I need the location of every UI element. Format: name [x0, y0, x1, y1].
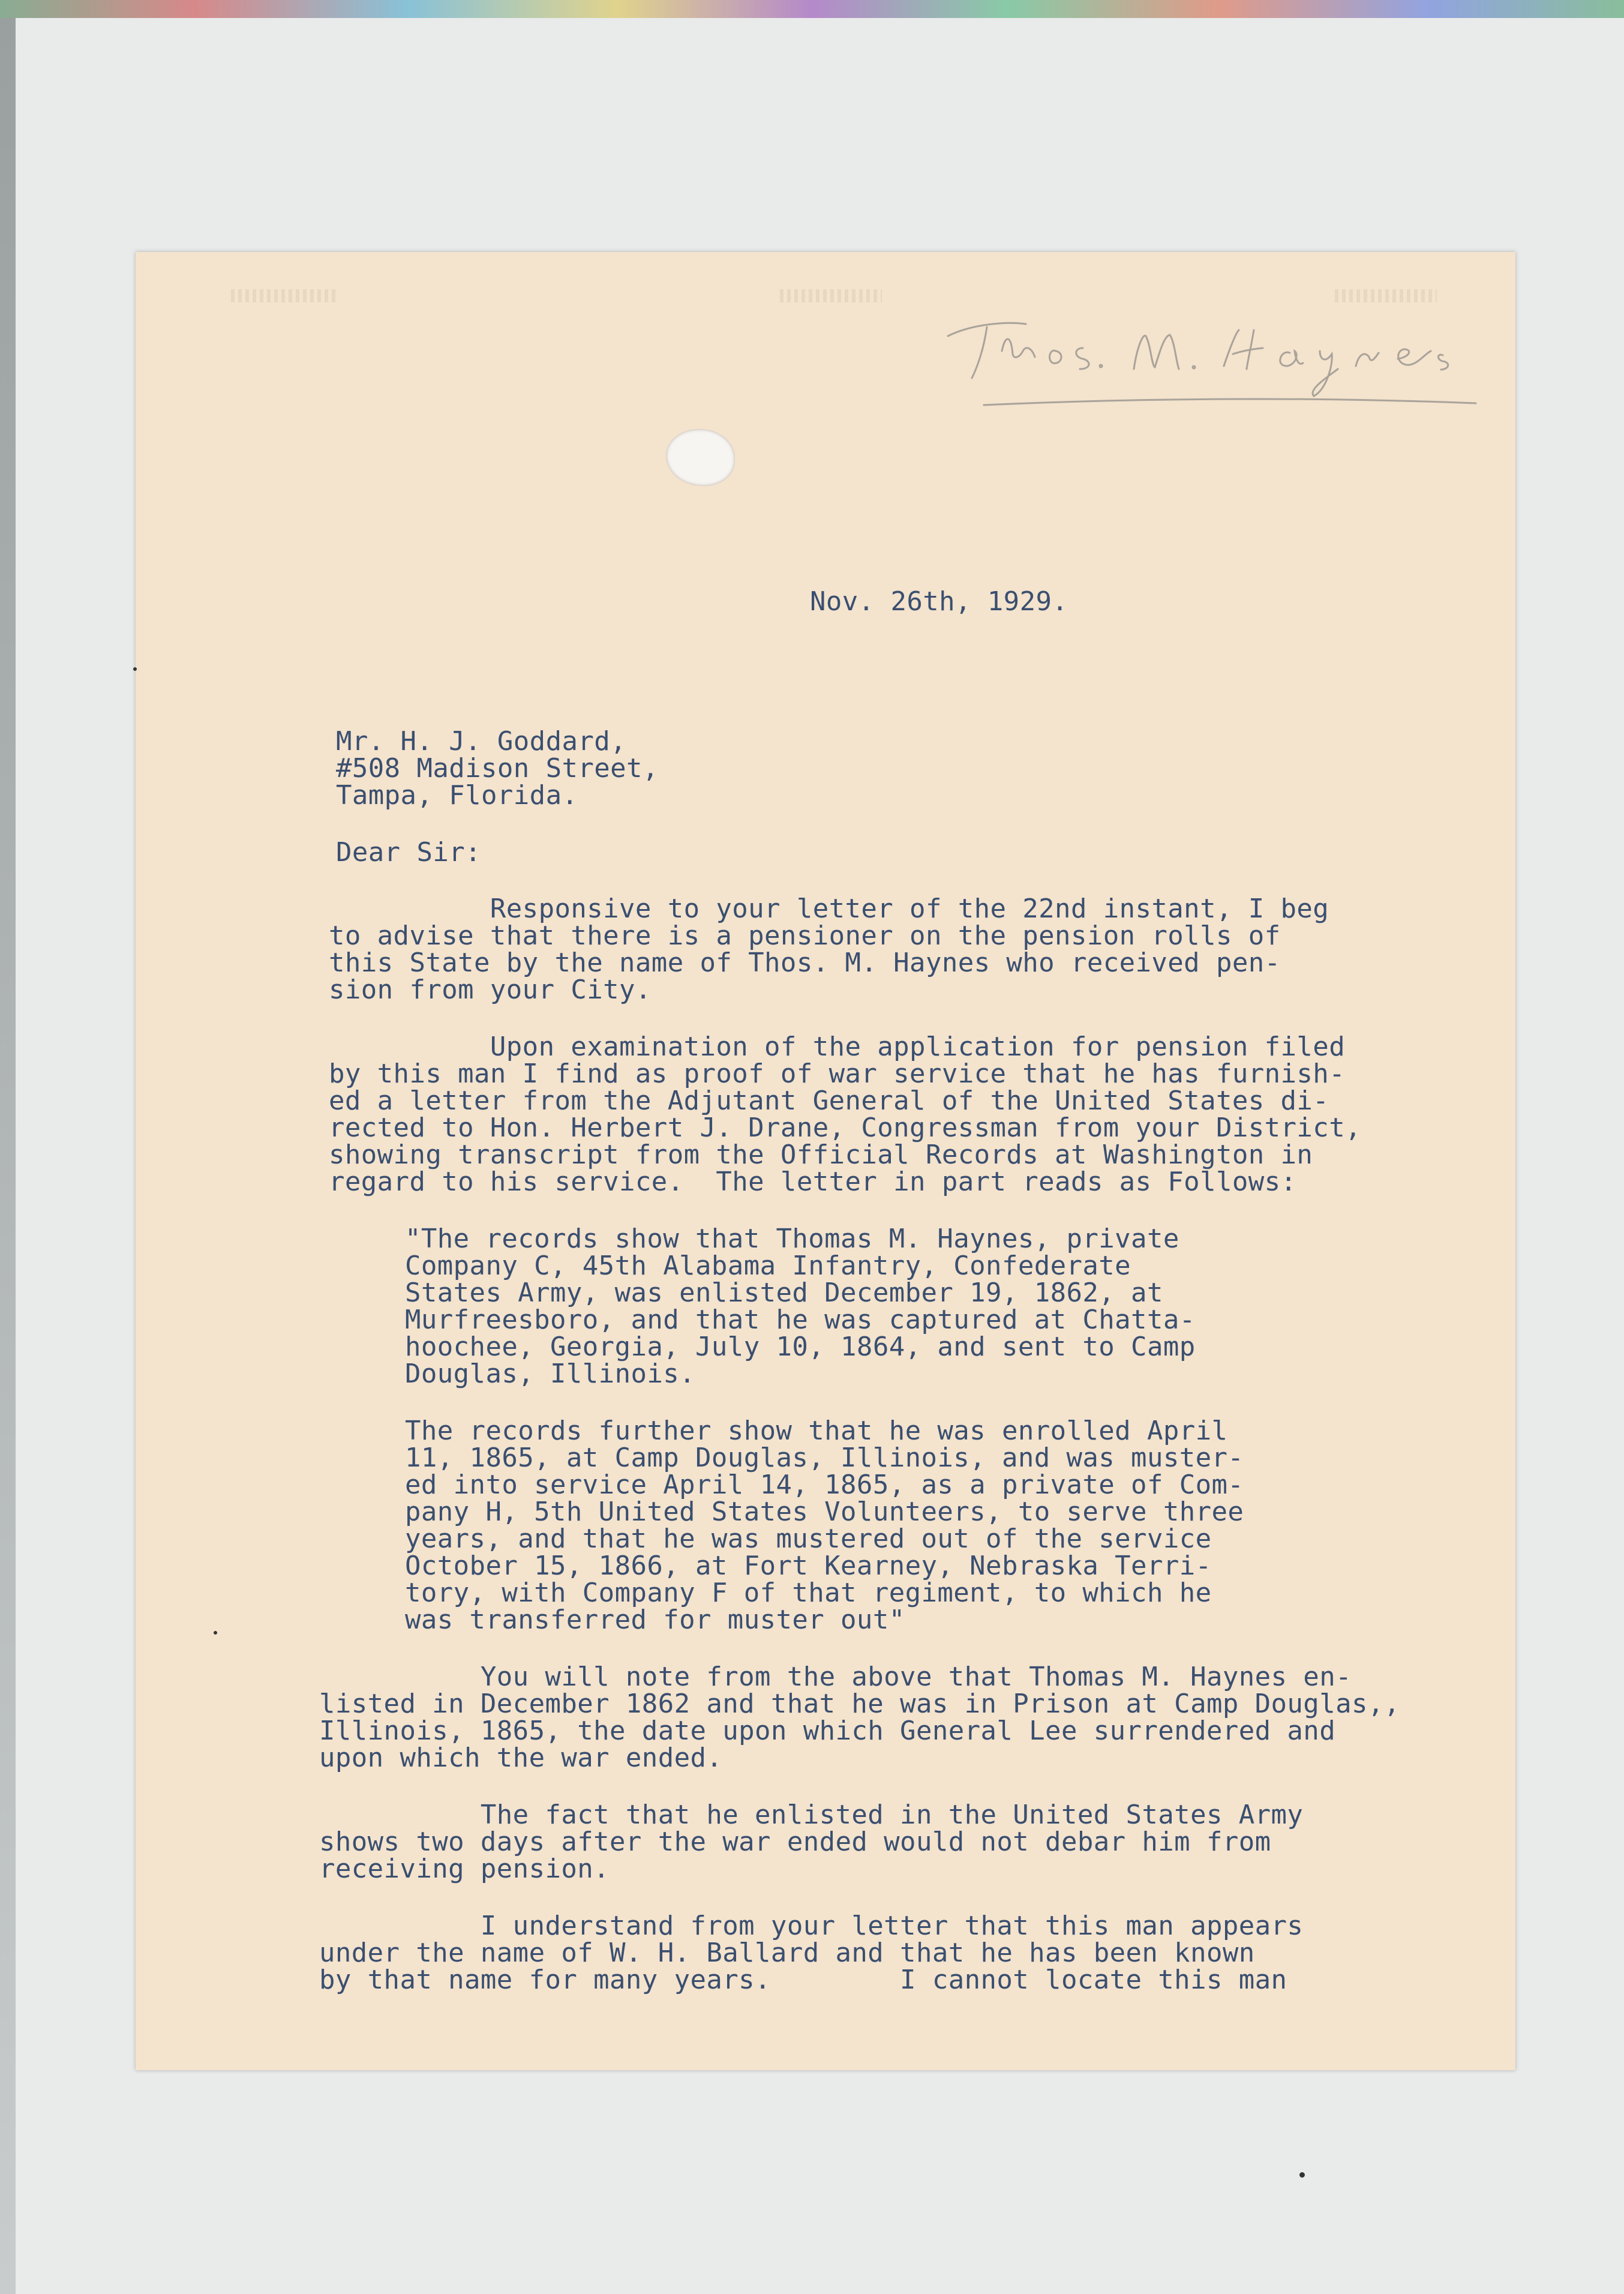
paragraph-4-line: shows two days after the war ended would not debar him from	[319, 1827, 1271, 1857]
quote-1-line: Douglas, Illinois.	[405, 1359, 696, 1389]
recipient-line-2: #508 Madison Street,	[336, 753, 659, 784]
perforation-mark	[231, 289, 339, 302]
paragraph-1-line: to advise that there is a pensioner on the pension rolls of	[329, 920, 1281, 951]
paragraph-3-line: You will note from the above that Thomas M. Haynes en-	[319, 1662, 1352, 1692]
paragraph-2-line: showing transcript from the Official Records at Washington in	[329, 1139, 1313, 1170]
paragraph-3-line: upon which the war ended.	[319, 1743, 723, 1773]
quote-2-line: The records further show that he was enrolled April	[405, 1416, 1228, 1446]
recipient-line-3: Tampa, Florida.	[336, 780, 578, 811]
scan-color-strip	[0, 0, 1624, 18]
quote-1-line: States Army, was enlisted December 19, 1862, at	[405, 1278, 1163, 1308]
paragraph-1-line: Responsive to your letter of the 22nd instant, I beg	[329, 893, 1329, 924]
perforation-mark	[780, 289, 882, 302]
quote-2-line: ed into service April 14, 1865, as a private of Com-	[405, 1470, 1244, 1500]
quote-1-line: Company C, 45th Alabama Infantry, Confederate	[405, 1251, 1131, 1281]
paragraph-5-line: I understand from your letter that this man appears	[319, 1911, 1304, 1941]
quote-1-line: hoochee, Georgia, July 10, 1864, and sent to Camp	[405, 1332, 1196, 1362]
paragraph-5-line: under the name of W. H. Ballard and that he has been known	[319, 1938, 1255, 1968]
paragraph-2-line: ed a letter from the Adjutant General of the United States di-	[329, 1085, 1329, 1116]
quote-2-line: pany H, 5th United States Volunteers, to serve three	[405, 1497, 1244, 1527]
quote-1-line: Murfreesboro, and that he was captured at Chatta-	[405, 1305, 1196, 1335]
scan-speck	[214, 1631, 217, 1635]
paragraph-5-line: by that name for many years. I cannot locate this man	[319, 1965, 1287, 1995]
scan-speck	[133, 667, 137, 671]
scan-speck	[1299, 2172, 1305, 2178]
salutation: Dear Sir:	[336, 837, 482, 868]
recipient-line-1: Mr. H. J. Goddard,	[336, 726, 627, 757]
paragraph-4-line: The fact that he enlisted in the United States Army	[319, 1800, 1304, 1830]
paragraph-1-line: sion from your City.	[329, 974, 652, 1005]
paragraph-3-line: listed in December 1862 and that he was in Prison at Camp Douglas,,	[319, 1689, 1400, 1719]
quote-2-line: tory, with Company F of that regiment, to which he	[405, 1578, 1212, 1608]
quote-2-line: years, and that he was mustered out of the service	[405, 1524, 1212, 1554]
paragraph-4-line: receiving pension.	[319, 1854, 610, 1884]
scan-edge-shadow	[0, 18, 16, 2294]
paragraph-3-line: Illinois, 1865, the date upon which General Lee surrendered and	[319, 1716, 1336, 1746]
letter-date: Nov. 26th, 1929.	[810, 586, 1068, 617]
quote-2-line: was transferred for muster out"	[405, 1605, 905, 1635]
handwritten-signature	[936, 300, 1506, 420]
paragraph-2-line: rected to Hon. Herbert J. Drane, Congressman from your District,	[329, 1112, 1361, 1143]
paragraph-1-line: this State by the name of Thos. M. Haynes who received pen-	[329, 947, 1281, 978]
paragraph-2-line: Upon examination of the application for pension filed	[329, 1031, 1346, 1062]
quote-2-line: 11, 1865, at Camp Douglas, Illinois, and was muster-	[405, 1443, 1244, 1473]
paragraph-2-line: by this man I find as proof of war service that he has furnish-	[329, 1058, 1346, 1089]
paragraph-2-line: regard to his service. The letter in part reads as Follows:	[329, 1167, 1297, 1197]
signature-drawing	[936, 300, 1506, 420]
quote-2-line: October 15, 1866, at Fort Kearney, Nebraska Terri-	[405, 1551, 1212, 1581]
quote-1-line: "The records show that Thomas M. Haynes, private	[405, 1224, 1179, 1254]
